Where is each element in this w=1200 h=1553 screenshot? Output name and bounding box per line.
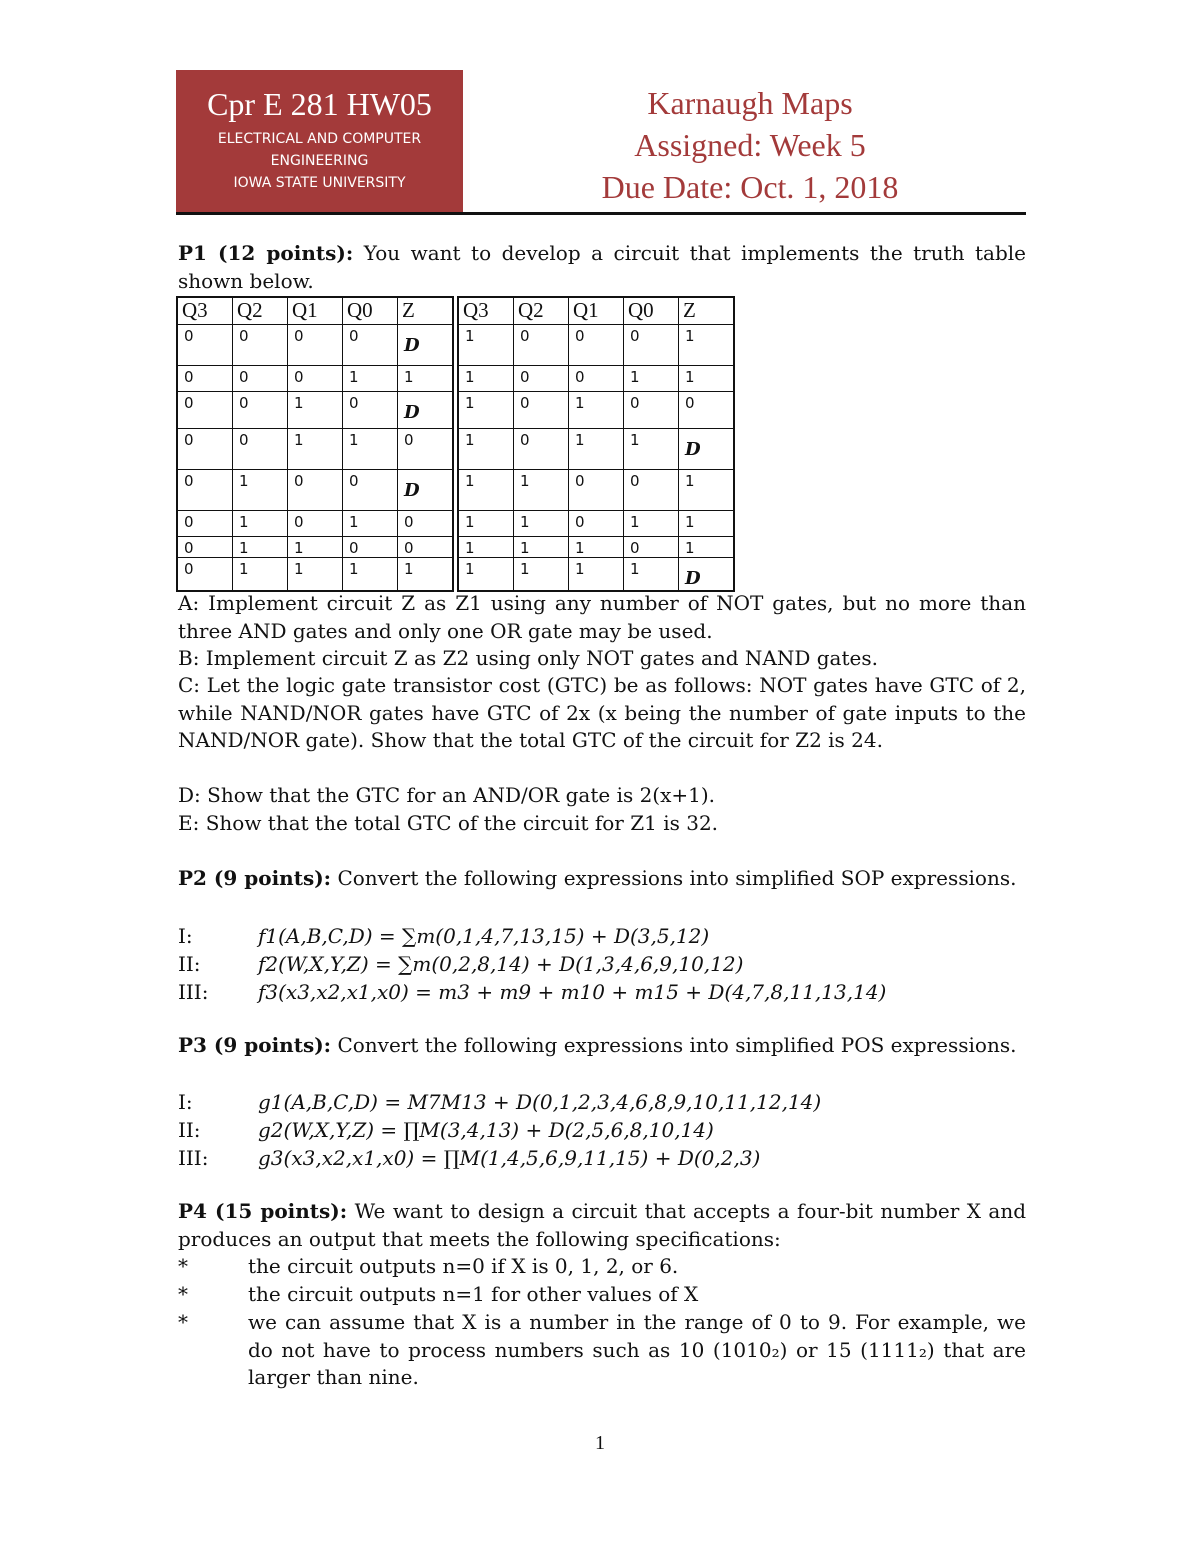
table-row [458, 470, 734, 511]
table-row [458, 325, 734, 366]
table-row [177, 537, 453, 558]
p3-item-1-expr: g1(A,B,C,D) = M7M13 + D(0,1,2,3,4,6,8,9,10,11,12,14) [258, 1090, 822, 1114]
p3-item-3-num: III: [178, 1146, 209, 1170]
input-cell: 1 [458, 537, 514, 558]
assignment-titles [560, 82, 940, 208]
table-row [177, 392, 453, 429]
input-cell: 1 [569, 537, 624, 558]
input-cell: 1 [288, 429, 343, 470]
table-row [177, 429, 453, 470]
input-cell: 1 [514, 537, 569, 558]
p3-label: P3 (9 points): [178, 1033, 332, 1057]
output-cell: 1 [679, 537, 735, 558]
input-cell: 0 [569, 366, 624, 392]
p3-item-3 [178, 1144, 760, 1172]
header-rule [176, 212, 1026, 215]
p3-item-3-expr: g3(x3,x2,x1,x0) = ∏M(1,4,5,6,9,11,15) + D(0,2,3) [258, 1146, 761, 1170]
input-cell: 0 [233, 325, 288, 366]
dont-care-mark: D [685, 568, 701, 589]
input-cell: 1 [233, 511, 288, 537]
input-cell: 0 [569, 511, 624, 537]
column-header-q2: Q2 [233, 297, 288, 325]
p1-intro-text: You want to develop a circuit that implements the truth table shown below. [178, 241, 1027, 293]
input-cell: 1 [624, 558, 679, 592]
p2-item-2 [178, 950, 743, 978]
dept-line-1: ELECTRICAL AND COMPUTER [217, 131, 422, 147]
output-cell: 0 [398, 429, 454, 470]
p4-bullet-2-text: the circuit outputs n=1 for other values of X [248, 1282, 699, 1306]
input-cell: 0 [177, 537, 233, 558]
truth-table-right [457, 296, 735, 592]
p3-item-1 [178, 1088, 821, 1116]
p3-intro [178, 1032, 1026, 1060]
p2-item-1-expr: f1(A,B,C,D) = ∑m(0,1,4,7,13,15) + D(3,5,12) [258, 924, 710, 948]
p3-item-2-expr: g2(W,X,Y,Z) = ∏M(3,4,13) + D(2,5,6,8,10,14) [258, 1118, 714, 1142]
output-cell: 1 [398, 366, 454, 392]
p1-part-a-text: A: Implement circuit Z as Z1 using any number of NOT gates, but no more than three AND gates and only one OR gate may be used. [178, 591, 1026, 643]
dept-line-2: ENGINEERING [270, 153, 369, 169]
input-cell: 1 [288, 558, 343, 592]
dont-care-mark: D [404, 402, 420, 423]
input-cell: 0 [624, 537, 679, 558]
p3-item-1-num: I: [178, 1090, 193, 1114]
input-cell: 0 [514, 366, 569, 392]
input-cell: 0 [177, 429, 233, 470]
p1-part-b [178, 645, 1026, 673]
input-cell: 1 [624, 366, 679, 392]
input-cell: 1 [343, 558, 398, 592]
p1-part-d [178, 782, 1026, 810]
course-title: Cpr E 281 HW05 [207, 86, 432, 122]
p2-item-3-num: III: [178, 980, 209, 1004]
input-cell: 0 [288, 325, 343, 366]
table-row [177, 558, 453, 592]
input-cell: 1 [458, 366, 514, 392]
column-header-q3: Q3 [177, 297, 233, 325]
input-cell: 0 [177, 470, 233, 511]
input-cell: 1 [514, 558, 569, 592]
table-row [458, 366, 734, 392]
p4-bullet-3-text: we can assume that X is a number in the range of 0 to 9. For example, we do not have to process numbers such as 10 (1010₂) or 15 (1111₂) that are larger than nine. [248, 1310, 1026, 1389]
p3-intro-text: Convert the following expressions into simplified POS expressions. [337, 1033, 1017, 1057]
table-row [458, 537, 734, 558]
input-cell: 1 [458, 558, 514, 592]
input-cell: 0 [177, 392, 233, 429]
column-header-z: Z [679, 297, 735, 325]
input-cell: 1 [514, 470, 569, 511]
input-cell: 1 [458, 392, 514, 429]
p1-part-a [178, 590, 1026, 645]
truth-table-header-row [458, 297, 734, 325]
column-header-z: Z [398, 297, 454, 325]
p1-part-c [178, 672, 1026, 755]
dont-care-mark: D [404, 480, 420, 501]
column-header-q2: Q2 [514, 297, 569, 325]
input-cell: 0 [624, 470, 679, 511]
truth-table-left [176, 296, 454, 592]
p2-item-3 [178, 978, 886, 1006]
input-cell: 0 [569, 470, 624, 511]
bullet-mark: * [178, 1254, 188, 1278]
p1-label: P1 (12 points): [178, 241, 354, 265]
p4-intro [178, 1198, 1026, 1253]
input-cell: 0 [288, 511, 343, 537]
output-cell: 1 [679, 366, 735, 392]
column-header-q3: Q3 [458, 297, 514, 325]
input-cell: 1 [458, 511, 514, 537]
input-cell: 0 [343, 537, 398, 558]
input-cell: 1 [343, 511, 398, 537]
due-date: Due Date: Oct. 1, 2018 [601, 169, 899, 205]
dept-line-3: IOWA STATE UNIVERSITY [233, 175, 406, 191]
output-cell [679, 558, 735, 592]
p3-item-2 [178, 1116, 714, 1144]
input-cell: 1 [458, 325, 514, 366]
input-cell: 1 [233, 537, 288, 558]
input-cell: 0 [624, 392, 679, 429]
bullet-mark: * [178, 1282, 188, 1306]
column-header-q0: Q0 [624, 297, 679, 325]
input-cell: 1 [624, 511, 679, 537]
table-row [177, 325, 453, 366]
input-cell: 0 [514, 325, 569, 366]
input-cell: 1 [288, 537, 343, 558]
course-header-box [176, 70, 463, 214]
column-header-q1: Q1 [288, 297, 343, 325]
input-cell: 0 [177, 511, 233, 537]
input-cell: 1 [624, 429, 679, 470]
table-row [177, 511, 453, 537]
p2-item-1 [178, 922, 709, 950]
table-row [458, 429, 734, 470]
input-cell: 0 [233, 366, 288, 392]
truth-table-header-row [177, 297, 453, 325]
table-row [177, 366, 453, 392]
p2-item-2-expr: f2(W,X,Y,Z) = ∑m(0,2,8,14) + D(1,3,4,6,9,10,12) [258, 952, 744, 976]
input-cell: 0 [343, 325, 398, 366]
input-cell: 1 [233, 558, 288, 592]
input-cell: 1 [569, 429, 624, 470]
p2-label: P2 (9 points): [178, 866, 332, 890]
input-cell: 1 [569, 392, 624, 429]
assigned-week: Assigned: Week 5 [634, 127, 866, 163]
input-cell: 0 [288, 366, 343, 392]
input-cell: 0 [343, 392, 398, 429]
column-header-q0: Q0 [343, 297, 398, 325]
table-row [177, 470, 453, 511]
p1-part-e-text: E: Show that the total GTC of the circuit for Z1 is 32. [178, 811, 719, 835]
output-cell: 1 [679, 511, 735, 537]
input-cell: 1 [288, 392, 343, 429]
input-cell: 1 [569, 558, 624, 592]
p2-intro [178, 865, 1026, 893]
p1-intro [178, 240, 1026, 295]
input-cell: 0 [177, 558, 233, 592]
output-cell: 1 [679, 470, 735, 511]
p2-intro-text: Convert the following expressions into simplified SOP expressions. [337, 866, 1017, 890]
page-number: 1 [595, 1432, 605, 1454]
output-cell [398, 325, 454, 366]
output-cell [679, 429, 735, 470]
input-cell: 0 [569, 325, 624, 366]
output-cell: 1 [398, 558, 454, 592]
table-row [458, 558, 734, 592]
output-cell [398, 392, 454, 429]
input-cell: 0 [233, 429, 288, 470]
input-cell: 0 [343, 470, 398, 511]
dont-care-mark: D [404, 335, 420, 356]
input-cell: 0 [177, 366, 233, 392]
department-name [176, 128, 463, 194]
topic-title: Karnaugh Maps [647, 85, 853, 121]
column-header-q1: Q1 [569, 297, 624, 325]
p1-part-e [178, 810, 1026, 838]
table-row [458, 392, 734, 429]
input-cell: 0 [624, 325, 679, 366]
input-cell: 0 [514, 429, 569, 470]
table-row [458, 511, 734, 537]
input-cell: 0 [288, 470, 343, 511]
p2-item-1-num: I: [178, 924, 193, 948]
output-cell: 1 [679, 325, 735, 366]
p1-part-c-text: C: Let the logic gate transistor cost (GTC) be as follows: NOT gates have GTC of 2, while NAND/NOR gates have GTC of 2x (x being the number of gate inputs to the NAND/NOR gate). Show that the total GTC of the circuit for Z2 is 24. [178, 673, 1026, 752]
input-cell: 1 [458, 429, 514, 470]
p1-part-b-text: B: Implement circuit Z as Z2 using only NOT gates and NAND gates. [178, 646, 878, 670]
p1-part-d-text: D: Show that the GTC for an AND/OR gate is 2(x+1). [178, 783, 716, 807]
input-cell: 1 [343, 366, 398, 392]
input-cell: 1 [514, 511, 569, 537]
output-cell: 0 [679, 392, 735, 429]
input-cell: 1 [233, 470, 288, 511]
dont-care-mark: D [685, 439, 701, 460]
p4-bullet-1-text: the circuit outputs n=0 if X is 0, 1, 2, or 6. [248, 1254, 679, 1278]
output-cell: 0 [398, 537, 454, 558]
p4-intro-text: We want to design a circuit that accepts a four-bit number X and produces an output that meets the following specifications: [178, 1199, 1027, 1251]
input-cell: 1 [343, 429, 398, 470]
input-cell: 0 [514, 392, 569, 429]
p4-label: P4 (15 points): [178, 1199, 348, 1223]
input-cell: 1 [458, 470, 514, 511]
input-cell: 0 [233, 392, 288, 429]
p3-item-2-num: II: [178, 1118, 201, 1142]
input-cell: 0 [177, 325, 233, 366]
p2-item-3-expr: f3(x3,x2,x1,x0) = m3 + m9 + m10 + m15 + D(4,7,8,11,13,14) [258, 980, 887, 1004]
p2-item-2-num: II: [178, 952, 201, 976]
output-cell [398, 470, 454, 511]
bullet-mark: * [178, 1310, 188, 1334]
output-cell: 0 [398, 511, 454, 537]
